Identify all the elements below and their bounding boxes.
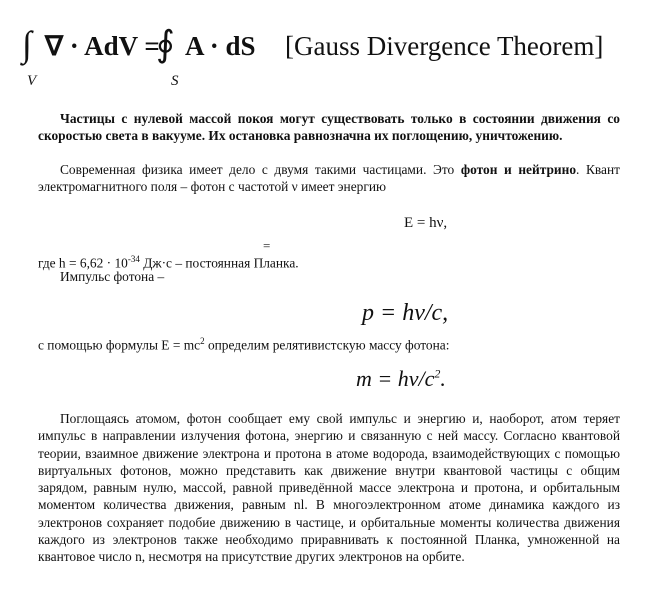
- photon-neutrino-term: фотон и нейтрино: [460, 162, 577, 177]
- mass-exponent: 2: [200, 336, 205, 346]
- momentum-formula: p = hν/c,: [362, 300, 449, 326]
- photon-paragraph: [38, 161, 620, 196]
- formula-lhs-text: ∇ · AdV =: [45, 31, 160, 61]
- mass-formula: [356, 366, 446, 392]
- formula-lhs: [45, 31, 160, 62]
- formula-rhs: A · dS: [185, 31, 256, 61]
- final-paragraph: Поглощаясь атомом, фотон сообщает ему свой импульс и энергию и, наоборот, атом теряет импульс в направлении излучения фотона, энергию и связанную с ней массу. Согласно квантовой теории, взаимное движение электрона и протона в атоме водорода, взаимодействующих с помощью виртуальных фотонов, можно представить как движение внутри квантовой частицы с общим зарядом, равным нулю, массой, равной приведённой массе электрона и протона, и орбитальным моментом количества движения, равным nl. В многоэлектронном атоме динамика каждого из электронов сохраняет подобие движению в частице, и орбитальные моменты количества движения каждого из электронов также необходимо приравнивать к постоянной Планка, умноженной на квантовое число n, несмотря на присутствие других электронов на орбите.: [38, 411, 620, 565]
- subscript-v: V: [27, 73, 37, 89]
- equals-mark: =: [263, 238, 271, 253]
- subscript-s: S: [171, 73, 179, 89]
- planck-text: где h = 6,62 · 10: [38, 255, 128, 271]
- mass-text-end: определим релятивистскую массу фотона:: [204, 337, 450, 353]
- integral-sign: ∫: [22, 24, 32, 64]
- closed-integral-sign: ∮: [156, 24, 175, 64]
- photon-paragraph-text: Современная физика имеет дело с двумя такими частицами. Это: [60, 162, 461, 177]
- photon-paragraph-text-end: . Квант электромагнитного поля – фотон с частотой ν имеет энергию: [38, 162, 620, 195]
- mass-formula-exponent: 2: [434, 366, 441, 381]
- gauss-theorem-header: [0, 0, 647, 100]
- impulse-label: Импульс фотона –: [60, 269, 165, 284]
- energy-formula: E = hν,: [404, 215, 448, 231]
- mass-text: с помощью формулы E = mc: [38, 337, 201, 353]
- mass-line: [38, 333, 449, 354]
- planck-text-end: Дж·с – постоянная Планка.: [139, 255, 299, 271]
- planck-exponent: -34: [127, 254, 140, 264]
- intro-paragraph: Частицы с нулевой массой покоя могут существовать только в состоянии движения со скоростью света в вакууме. Их остановка равнозначна их поглощению, уничтожению.: [38, 111, 620, 144]
- mass-formula-end: .: [440, 366, 446, 391]
- theorem-name: [Gauss Divergence Theorem]: [285, 31, 604, 61]
- mass-formula-text: m = hν/c: [356, 366, 435, 391]
